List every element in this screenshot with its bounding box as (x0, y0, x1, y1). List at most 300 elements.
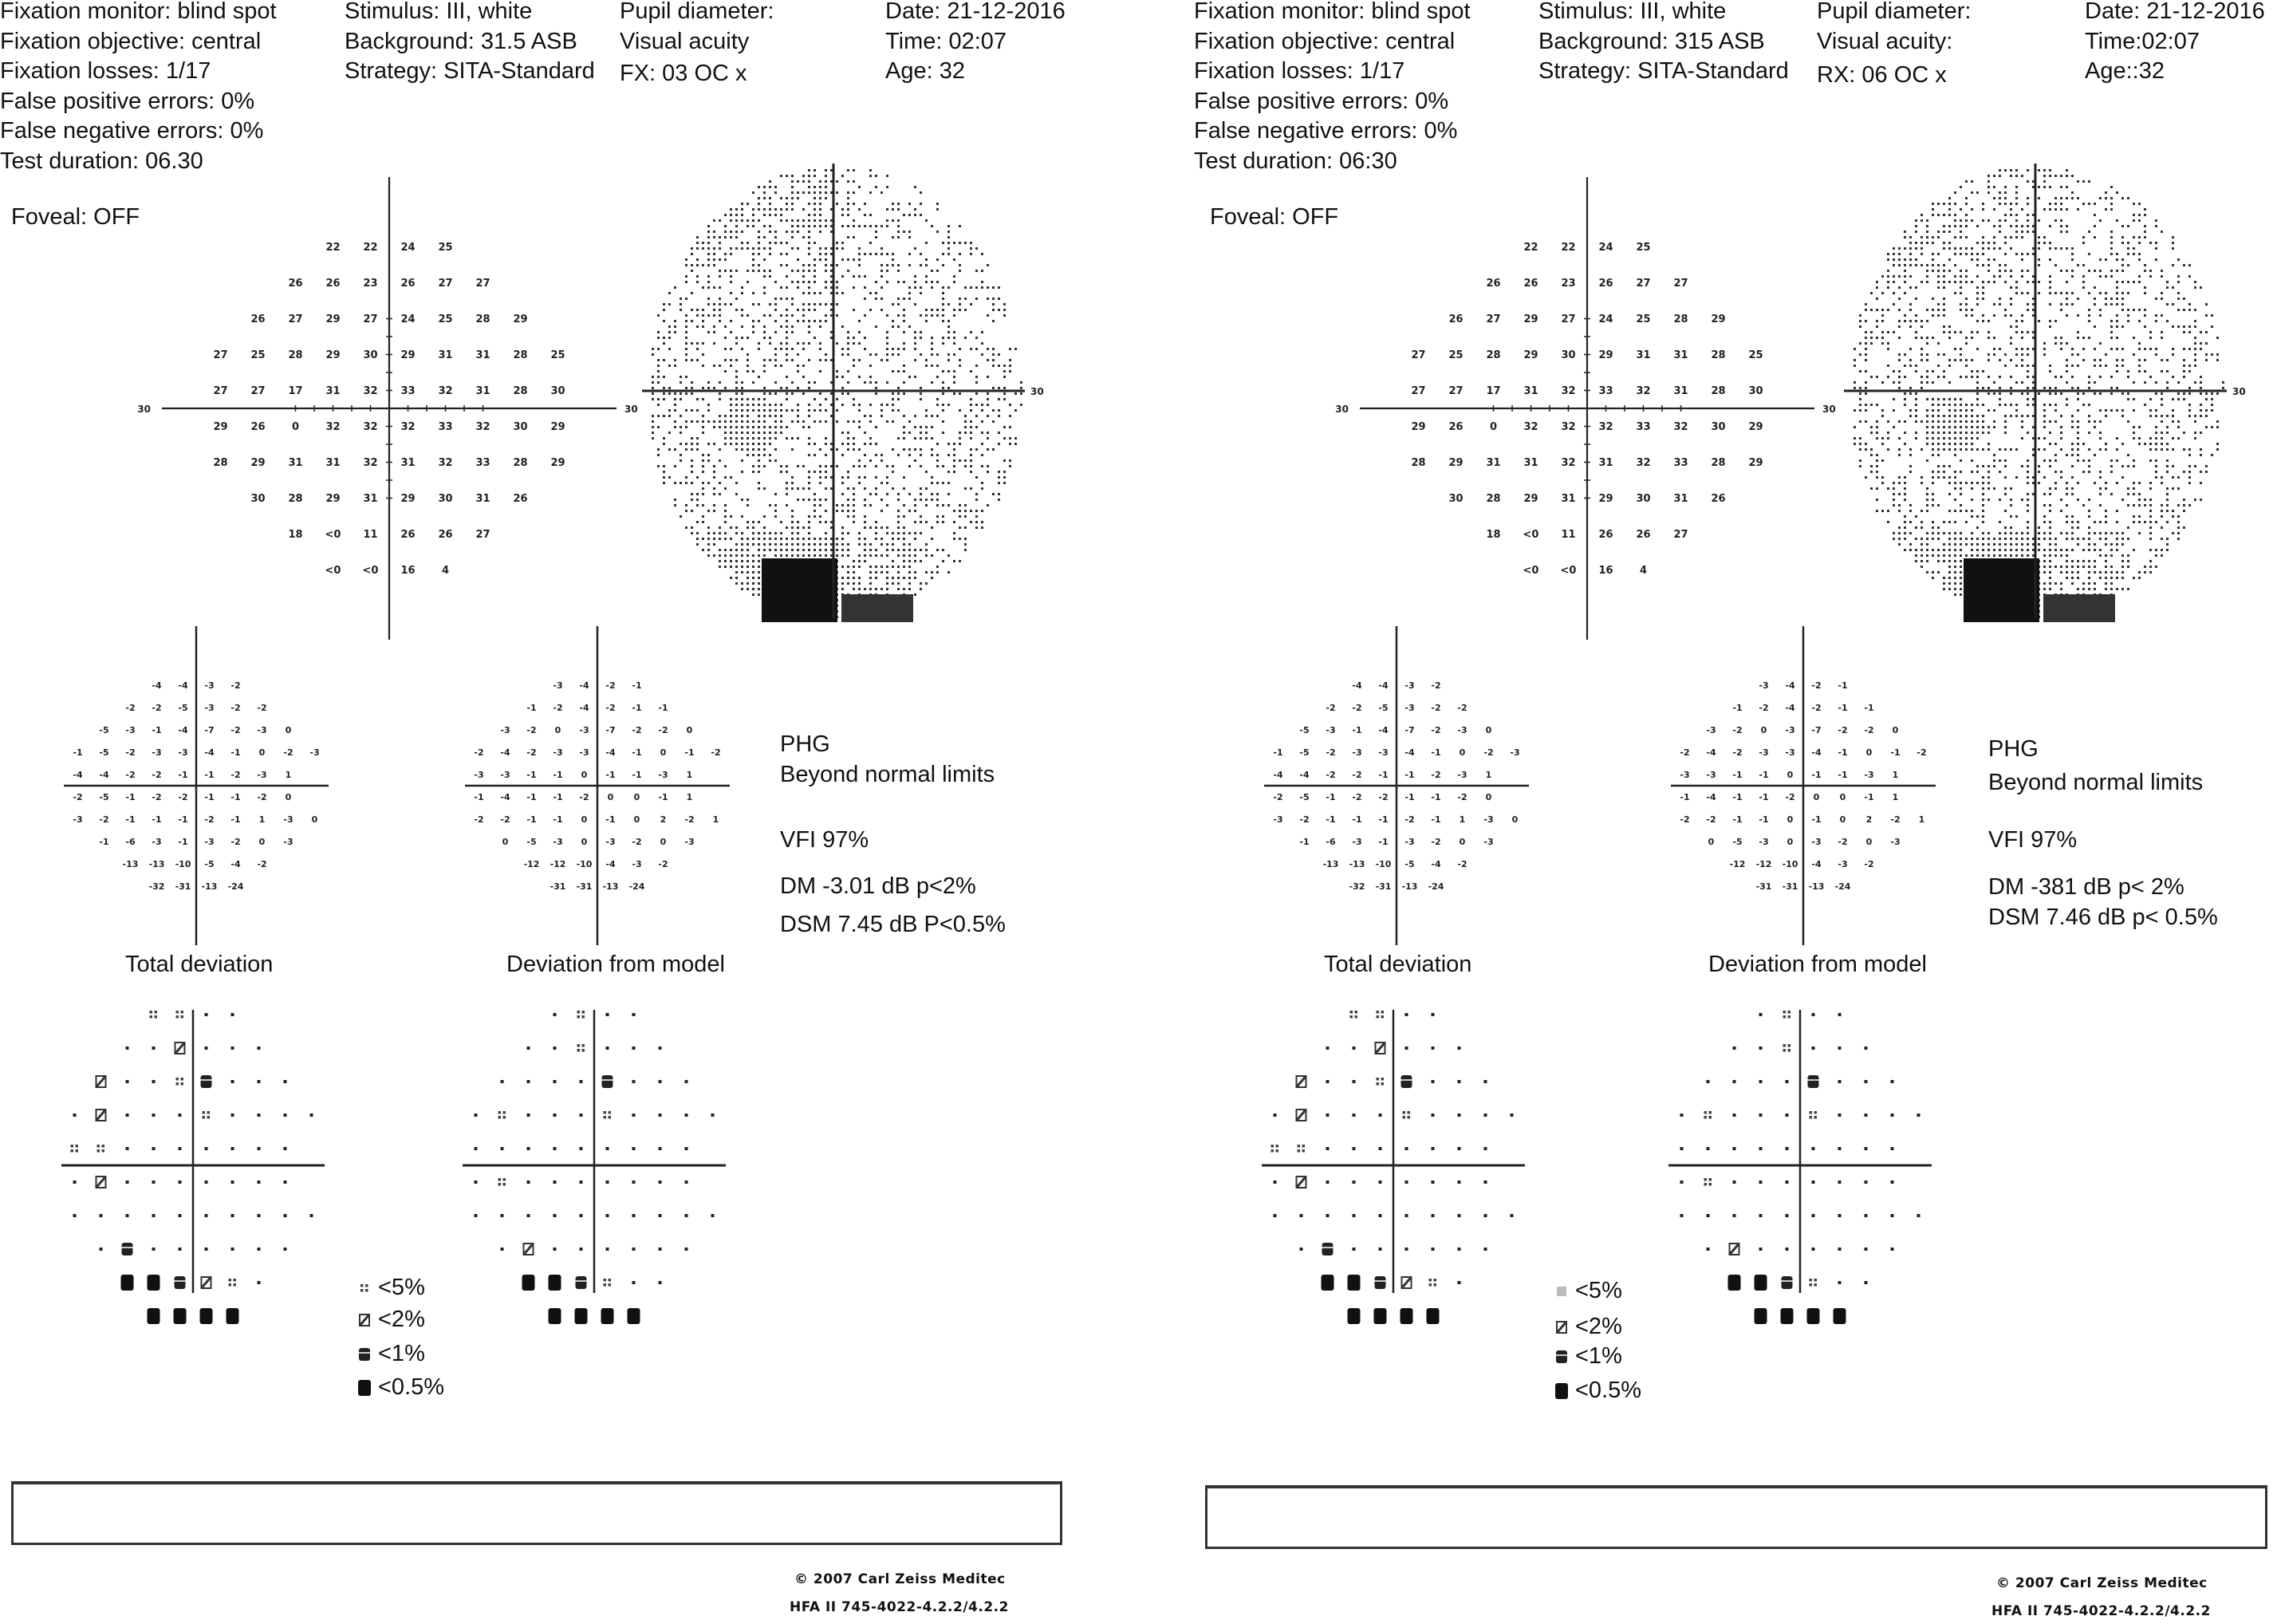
grid-value: -3 (1483, 814, 1494, 825)
grid-value: 27 (1448, 385, 1464, 398)
grid-value: 0 (581, 814, 588, 825)
grid-value: 31 (1523, 457, 1538, 470)
grid-value: -1 (125, 814, 136, 825)
copyright: © 2007 Carl Zeiss Meditec (794, 1571, 1006, 1587)
grid-value: -2 (658, 724, 668, 735)
grid-value: -2 (1326, 747, 1336, 758)
grid-value: 0 (1839, 791, 1846, 802)
grid-value: 29 (213, 421, 228, 434)
grid-value: -7 (204, 724, 215, 735)
grid-value: -2 (1431, 724, 1441, 735)
grid-value: 28 (1711, 457, 1726, 470)
test-duration: Test duration: 06:30 (1194, 148, 1397, 174)
grid-value: -2 (1864, 858, 1874, 869)
grid-value: -3 (1864, 769, 1874, 780)
grid-value: -1 (553, 814, 563, 825)
grid-value: -2 (1680, 747, 1690, 758)
grid-value: 0 (607, 791, 614, 802)
grid-value: 26 (1598, 278, 1613, 290)
grid-value: -1 (99, 836, 109, 847)
greyscale-texture (1854, 169, 2224, 618)
grid-value: -1 (1378, 814, 1389, 825)
grid-value: 24 (1598, 242, 1613, 254)
grid-value: -13 (201, 881, 218, 892)
grid-value: 28 (513, 349, 528, 362)
strategy: Strategy: SITA-Standard (345, 58, 595, 84)
grid-value: 32 (1561, 457, 1576, 470)
scotoma-block (762, 558, 837, 622)
grid-value: -31 (1375, 881, 1392, 892)
grid-value: 32 (363, 385, 378, 398)
grid-value: 23 (1561, 278, 1576, 290)
grid-value: 31 (1673, 493, 1688, 506)
grid-value: 29 (1411, 421, 1426, 434)
grid-value: <0 (325, 565, 341, 577)
grid-value: -2 (204, 814, 215, 825)
grid-value: 29 (250, 457, 266, 470)
grid-value: 26 (1448, 421, 1464, 434)
model-deviation-probability (457, 993, 728, 1328)
grid-value: -4 (579, 702, 589, 713)
total-deviation-grid (56, 626, 327, 945)
grid-value: 0 (581, 836, 588, 847)
legend-5-icon (1553, 1283, 1570, 1300)
grid-value: 0 (686, 724, 693, 735)
model-deviation-grid (457, 626, 728, 945)
grid-value: -13 (148, 858, 165, 869)
grid-value: -1 (1299, 836, 1310, 847)
grid-value: 11 (363, 529, 378, 542)
grid-value: 26 (1486, 278, 1501, 290)
probability-symbols (1271, 1011, 1514, 1324)
grid-value: -5 (1299, 747, 1310, 758)
left-report-panel (0, 0, 1138, 1624)
false-negative: False negative errors: 0% (1194, 118, 1458, 144)
grid-value: 0 (258, 836, 266, 847)
grid-value: 28 (1673, 313, 1688, 326)
grid-value: 27 (288, 313, 303, 326)
grid-value: 28 (213, 457, 228, 470)
grid-value: -13 (602, 881, 619, 892)
grid-value: -1 (1732, 702, 1743, 713)
total-deviation-grid (1256, 626, 1527, 945)
header-col-4 (2085, 0, 2265, 87)
grid-value: -2 (1917, 747, 1927, 758)
grid-value: 28 (1711, 349, 1726, 362)
device-model: HFA II 745-4022-4.2.2/4.2.2 (1991, 1603, 2211, 1619)
grid-value: -12 (523, 858, 540, 869)
grid-value: -2 (178, 791, 188, 802)
threshold-grid (137, 175, 638, 638)
grid-value: 29 (550, 421, 565, 434)
grid-value: -2 (283, 747, 293, 758)
dm-block (780, 867, 1006, 944)
grid-value: -2 (632, 836, 642, 847)
grid-value: 30 (1748, 385, 1763, 398)
grid-value: -3 (204, 680, 215, 691)
grid-value: -3 (553, 747, 563, 758)
total-deviation-label: Total deviation (125, 952, 274, 977)
grid-value: 26 (250, 421, 266, 434)
grid-value: -2 (1457, 702, 1467, 713)
grid-value: -1 (658, 702, 668, 713)
grid-value: 29 (400, 493, 416, 506)
grid-value: 24 (400, 242, 416, 254)
grid-value: 0 (633, 814, 640, 825)
grid-value: -1 (125, 791, 136, 802)
grid-value: 0 (285, 791, 292, 802)
grid-value: -7 (1811, 724, 1822, 735)
grid-value: 26 (1448, 313, 1464, 326)
visual-acuity: Visual acuity: (1817, 28, 1953, 54)
background: Background: 315 ASB (1538, 28, 1765, 54)
grid-value: -1 (553, 791, 563, 802)
grid-value: -3 (283, 814, 293, 825)
legend-1-icon (356, 1346, 373, 1363)
grid-value: 32 (363, 421, 378, 434)
threshold-grid (1335, 175, 1836, 638)
grid-value: -4 (1811, 747, 1822, 758)
date: Date: 21-12-2016 (885, 0, 1066, 24)
grid-value: -1 (178, 814, 188, 825)
grid-value: -4 (500, 747, 510, 758)
grid-value: -2 (1811, 680, 1822, 691)
legend-5-icon (356, 1279, 373, 1297)
grid-value: -4 (152, 680, 162, 691)
grid-value: 25 (550, 349, 565, 362)
grid-value: -7 (605, 724, 616, 735)
grid-value: 27 (1636, 278, 1651, 290)
grid-value: -4 (1431, 858, 1441, 869)
fx-line: FX: 03 OC x (620, 61, 747, 86)
grid-value: -3 (1811, 836, 1822, 847)
grid-value: 31 (363, 493, 378, 506)
grid-value: -1 (1759, 791, 1769, 802)
grid-value: -3 (658, 769, 668, 780)
header-col-2 (345, 0, 595, 87)
dm-value: DM -3.01 dB p<2% (780, 873, 976, 899)
model-deviation-label: Deviation from model (506, 952, 725, 977)
grid-value: -10 (576, 858, 593, 869)
header-col-4 (885, 0, 1066, 87)
grid-value: 4 (441, 565, 450, 577)
grid-value: 32 (438, 457, 453, 470)
grid-value: -1 (632, 747, 642, 758)
grid-value: 25 (438, 313, 453, 326)
grid-value: 31 (475, 385, 490, 398)
rx-line: RX: 06 OC x (1817, 62, 1947, 88)
grid-value: 0 (1489, 421, 1498, 434)
grid-value: 0 (1459, 836, 1466, 847)
grid-value: 17 (1486, 385, 1501, 398)
grid-value: -1 (152, 814, 162, 825)
grid-value: -1 (1378, 769, 1389, 780)
grid-value: 1 (686, 791, 693, 802)
grid-value: -3 (579, 724, 589, 735)
date: Date: 21-12-2016 (2085, 0, 2265, 24)
grid-value: 2 (660, 814, 667, 825)
grid-value: -12 (1755, 858, 1772, 869)
grid-value: 0 (1459, 747, 1466, 758)
grid-value: -1 (526, 814, 537, 825)
grid-value: -32 (148, 881, 165, 892)
grid-value: 0 (502, 836, 509, 847)
legend-1: <1% (1553, 1343, 1622, 1370)
grid-value: -1 (1759, 769, 1769, 780)
grid-value: -1 (658, 791, 668, 802)
grid-value: -2 (553, 702, 563, 713)
grid-value: -2 (230, 702, 241, 713)
false-positive: False positive errors: 0% (0, 88, 255, 114)
legend-2-icon (356, 1311, 373, 1329)
false-negative: False negative errors: 0% (0, 118, 264, 144)
grid-value: 22 (325, 242, 341, 254)
grid-value: -3 (553, 680, 563, 691)
greyscale-map (1824, 160, 2247, 646)
grid-value: -3 (1457, 724, 1467, 735)
grid-value: 23 (363, 278, 378, 290)
grid-value: 0 (1787, 769, 1794, 780)
grid-value: -6 (125, 836, 136, 847)
grid-value: -1 (1759, 814, 1769, 825)
fixation-objective: Fixation objective: central (1194, 28, 1456, 54)
grid-value: 33 (1598, 385, 1613, 398)
grid-value: -2 (1352, 769, 1362, 780)
grid-value: 1 (1918, 814, 1925, 825)
grid-value: 30 (1711, 421, 1726, 434)
grid-value: 31 (325, 385, 341, 398)
grid-value: 29 (1598, 349, 1613, 362)
grid-value: -3 (1890, 836, 1901, 847)
grid-value: -2 (1378, 791, 1389, 802)
grid-value: 30 (550, 385, 565, 398)
grid-value: 28 (1486, 493, 1501, 506)
greyscale-texture (652, 169, 1022, 618)
stimulus: Stimulus: III, white (345, 0, 533, 24)
total-deviation-probability (1256, 993, 1527, 1328)
grid-value: 4 (1639, 565, 1648, 577)
grid-value: 0 (1485, 724, 1492, 735)
legend-1: <1% (356, 1341, 425, 1367)
age: Age::32 (2085, 58, 2165, 84)
grid-value: -31 (1782, 881, 1798, 892)
legend-05: <0.5% (1553, 1378, 1641, 1404)
grid-value: 0 (291, 421, 300, 434)
grid-value: 25 (1636, 242, 1651, 254)
background: Background: 31.5 ASB (345, 28, 577, 54)
grid-value: -3 (178, 747, 188, 758)
footer-box (11, 1481, 1062, 1545)
grid-value: 17 (288, 385, 303, 398)
grid-value: -2 (1352, 791, 1362, 802)
grid-value: 29 (325, 349, 341, 362)
grid-value: 32 (1523, 421, 1538, 434)
grid-value: 1 (1892, 769, 1899, 780)
grid-value: 31 (325, 457, 341, 470)
grid-value: 25 (250, 349, 266, 362)
grid-value: -3 (1378, 747, 1389, 758)
grid-value: -10 (175, 858, 191, 869)
grid-value: -5 (204, 858, 215, 869)
grid-value: 31 (475, 493, 490, 506)
grid-value: -2 (500, 814, 510, 825)
grid-value: 31 (1636, 349, 1651, 362)
grid-value: -1 (1326, 791, 1336, 802)
grid-value: -2 (1404, 814, 1415, 825)
age: Age: 32 (885, 58, 965, 84)
grid-value: -2 (230, 769, 241, 780)
grid-value: -2 (1838, 836, 1848, 847)
grid-value: 0 (1865, 747, 1873, 758)
grid-value: 26 (1711, 493, 1726, 506)
grid-value: 0 (1511, 814, 1519, 825)
grid-value: -3 (1785, 724, 1795, 735)
grid-value: -2 (1785, 791, 1795, 802)
grid-value: 0 (554, 724, 561, 735)
fixation-objective: Fixation objective: central (0, 28, 262, 54)
grid-value: -1 (1404, 769, 1415, 780)
grid-value: -1 (1838, 702, 1848, 713)
grid-value: -5 (99, 791, 109, 802)
grid-value: 32 (400, 421, 416, 434)
grid-value: 1 (712, 814, 719, 825)
false-positive: False positive errors: 0% (1194, 88, 1449, 114)
grid-value: 1 (258, 814, 266, 825)
grid-value: -1 (1838, 747, 1848, 758)
grid-value: -5 (99, 747, 109, 758)
grid-value: 25 (1636, 313, 1651, 326)
grid-value: -1 (204, 769, 215, 780)
grid-value: 32 (1561, 385, 1576, 398)
grid-value: -2 (257, 791, 267, 802)
grid-value: -2 (1326, 702, 1336, 713)
grid-value: 27 (213, 385, 228, 398)
grid-value: 28 (513, 385, 528, 398)
grid-value: -1 (1273, 747, 1283, 758)
grid-value: -2 (1352, 702, 1362, 713)
grid-value: -5 (1299, 791, 1310, 802)
pupil-diameter: Pupil diameter: (620, 0, 774, 24)
stimulus: Stimulus: III, white (1538, 0, 1727, 24)
grid-value: -1 (1352, 724, 1362, 735)
grid-value: 24 (1598, 313, 1613, 326)
grid-value: -5 (1404, 858, 1415, 869)
grid-value: 26 (513, 493, 528, 506)
grid-value: -2 (1431, 769, 1441, 780)
grid-value: -13 (1401, 881, 1418, 892)
grid-value: -1 (1864, 702, 1874, 713)
dsm-value: DSM 7.46 dB p< 0.5% (1988, 905, 2218, 930)
foveal-status: Foveal: OFF (11, 204, 140, 230)
grid-value: 29 (1748, 421, 1763, 434)
grid-value: -4 (230, 858, 241, 869)
grid-value: -3 (1404, 702, 1415, 713)
grid-value: -2 (658, 858, 668, 869)
grid-value: 1 (1892, 791, 1899, 802)
grid-value: -4 (1273, 769, 1283, 780)
grid-value: -31 (576, 881, 593, 892)
model-deviation-label: Deviation from model (1708, 952, 1927, 977)
grid-value: -5 (526, 836, 537, 847)
legend-5: <5% (1553, 1278, 1622, 1304)
grid-value: 31 (1561, 493, 1576, 506)
grid-value: 33 (475, 457, 490, 470)
grid-value: -4 (605, 858, 616, 869)
grid-value: -5 (1299, 724, 1310, 735)
grid-value: -1 (178, 836, 188, 847)
legend-5: <5% (356, 1275, 425, 1301)
grid-value: -10 (1782, 858, 1798, 869)
grid-value: -6 (1326, 836, 1336, 847)
grid-value: -4 (1378, 724, 1389, 735)
grid-value: -4 (500, 791, 510, 802)
grid-value: 1 (1459, 814, 1466, 825)
grid-value: 0 (1760, 724, 1767, 735)
grid-value: -31 (550, 881, 566, 892)
grid-value: 0 (1813, 791, 1820, 802)
grid-value: 28 (1411, 457, 1426, 470)
phg-title: PHG (780, 731, 830, 757)
grid-value: -1 (1838, 769, 1848, 780)
grid-value: 29 (1448, 457, 1464, 470)
grid-value: -3 (204, 702, 215, 713)
grid-value: -2 (1811, 702, 1822, 713)
grid-value: 0 (1892, 724, 1899, 735)
grid-value: -2 (125, 769, 136, 780)
grid-value: -24 (1428, 881, 1444, 892)
grid-value: 28 (513, 457, 528, 470)
grid-value: -4 (1785, 702, 1795, 713)
grid-value: -1 (1431, 791, 1441, 802)
grid-value: -2 (1431, 702, 1441, 713)
grid-value: -3 (1706, 724, 1716, 735)
grid-value: -4 (1378, 680, 1389, 691)
time: Time: 02:07 (885, 28, 1007, 54)
grid-value: -24 (628, 881, 645, 892)
grid-value: 31 (1598, 457, 1613, 470)
grid-value: 32 (475, 421, 490, 434)
grid-value: 27 (475, 278, 490, 290)
fixation-monitor: Fixation monitor: blind spot (0, 0, 277, 24)
grid-value: 0 (660, 836, 667, 847)
grid-value: 27 (1673, 278, 1688, 290)
grid-value: <0 (325, 529, 341, 542)
grid-value: 30 (250, 493, 266, 506)
grid-value: 0 (1839, 814, 1846, 825)
grid-value: 27 (1486, 313, 1501, 326)
grid-value: -3 (283, 836, 293, 847)
grid-value: -10 (1375, 858, 1392, 869)
test-duration: Test duration: 06.30 (0, 148, 203, 174)
grid-value: -1 (1890, 747, 1901, 758)
grid-value: -12 (1729, 858, 1746, 869)
grid-value: -3 (257, 769, 267, 780)
grid-value: -1 (1404, 791, 1415, 802)
vfi-value: VFI 97% (1988, 827, 2078, 853)
header-col-2 (1538, 0, 1789, 87)
grid-value: 26 (250, 313, 266, 326)
grid-value: -3 (500, 769, 510, 780)
grid-value: -2 (605, 680, 616, 691)
grid-value: 30 (513, 421, 528, 434)
grid-value: -1 (152, 724, 162, 735)
grid-value: -2 (1706, 814, 1716, 825)
grid-value: 27 (1561, 313, 1576, 326)
grid-value: -1 (632, 702, 642, 713)
grid-value: 32 (325, 421, 341, 434)
grid-value: -3 (632, 858, 642, 869)
grid-value: -5 (1378, 702, 1389, 713)
